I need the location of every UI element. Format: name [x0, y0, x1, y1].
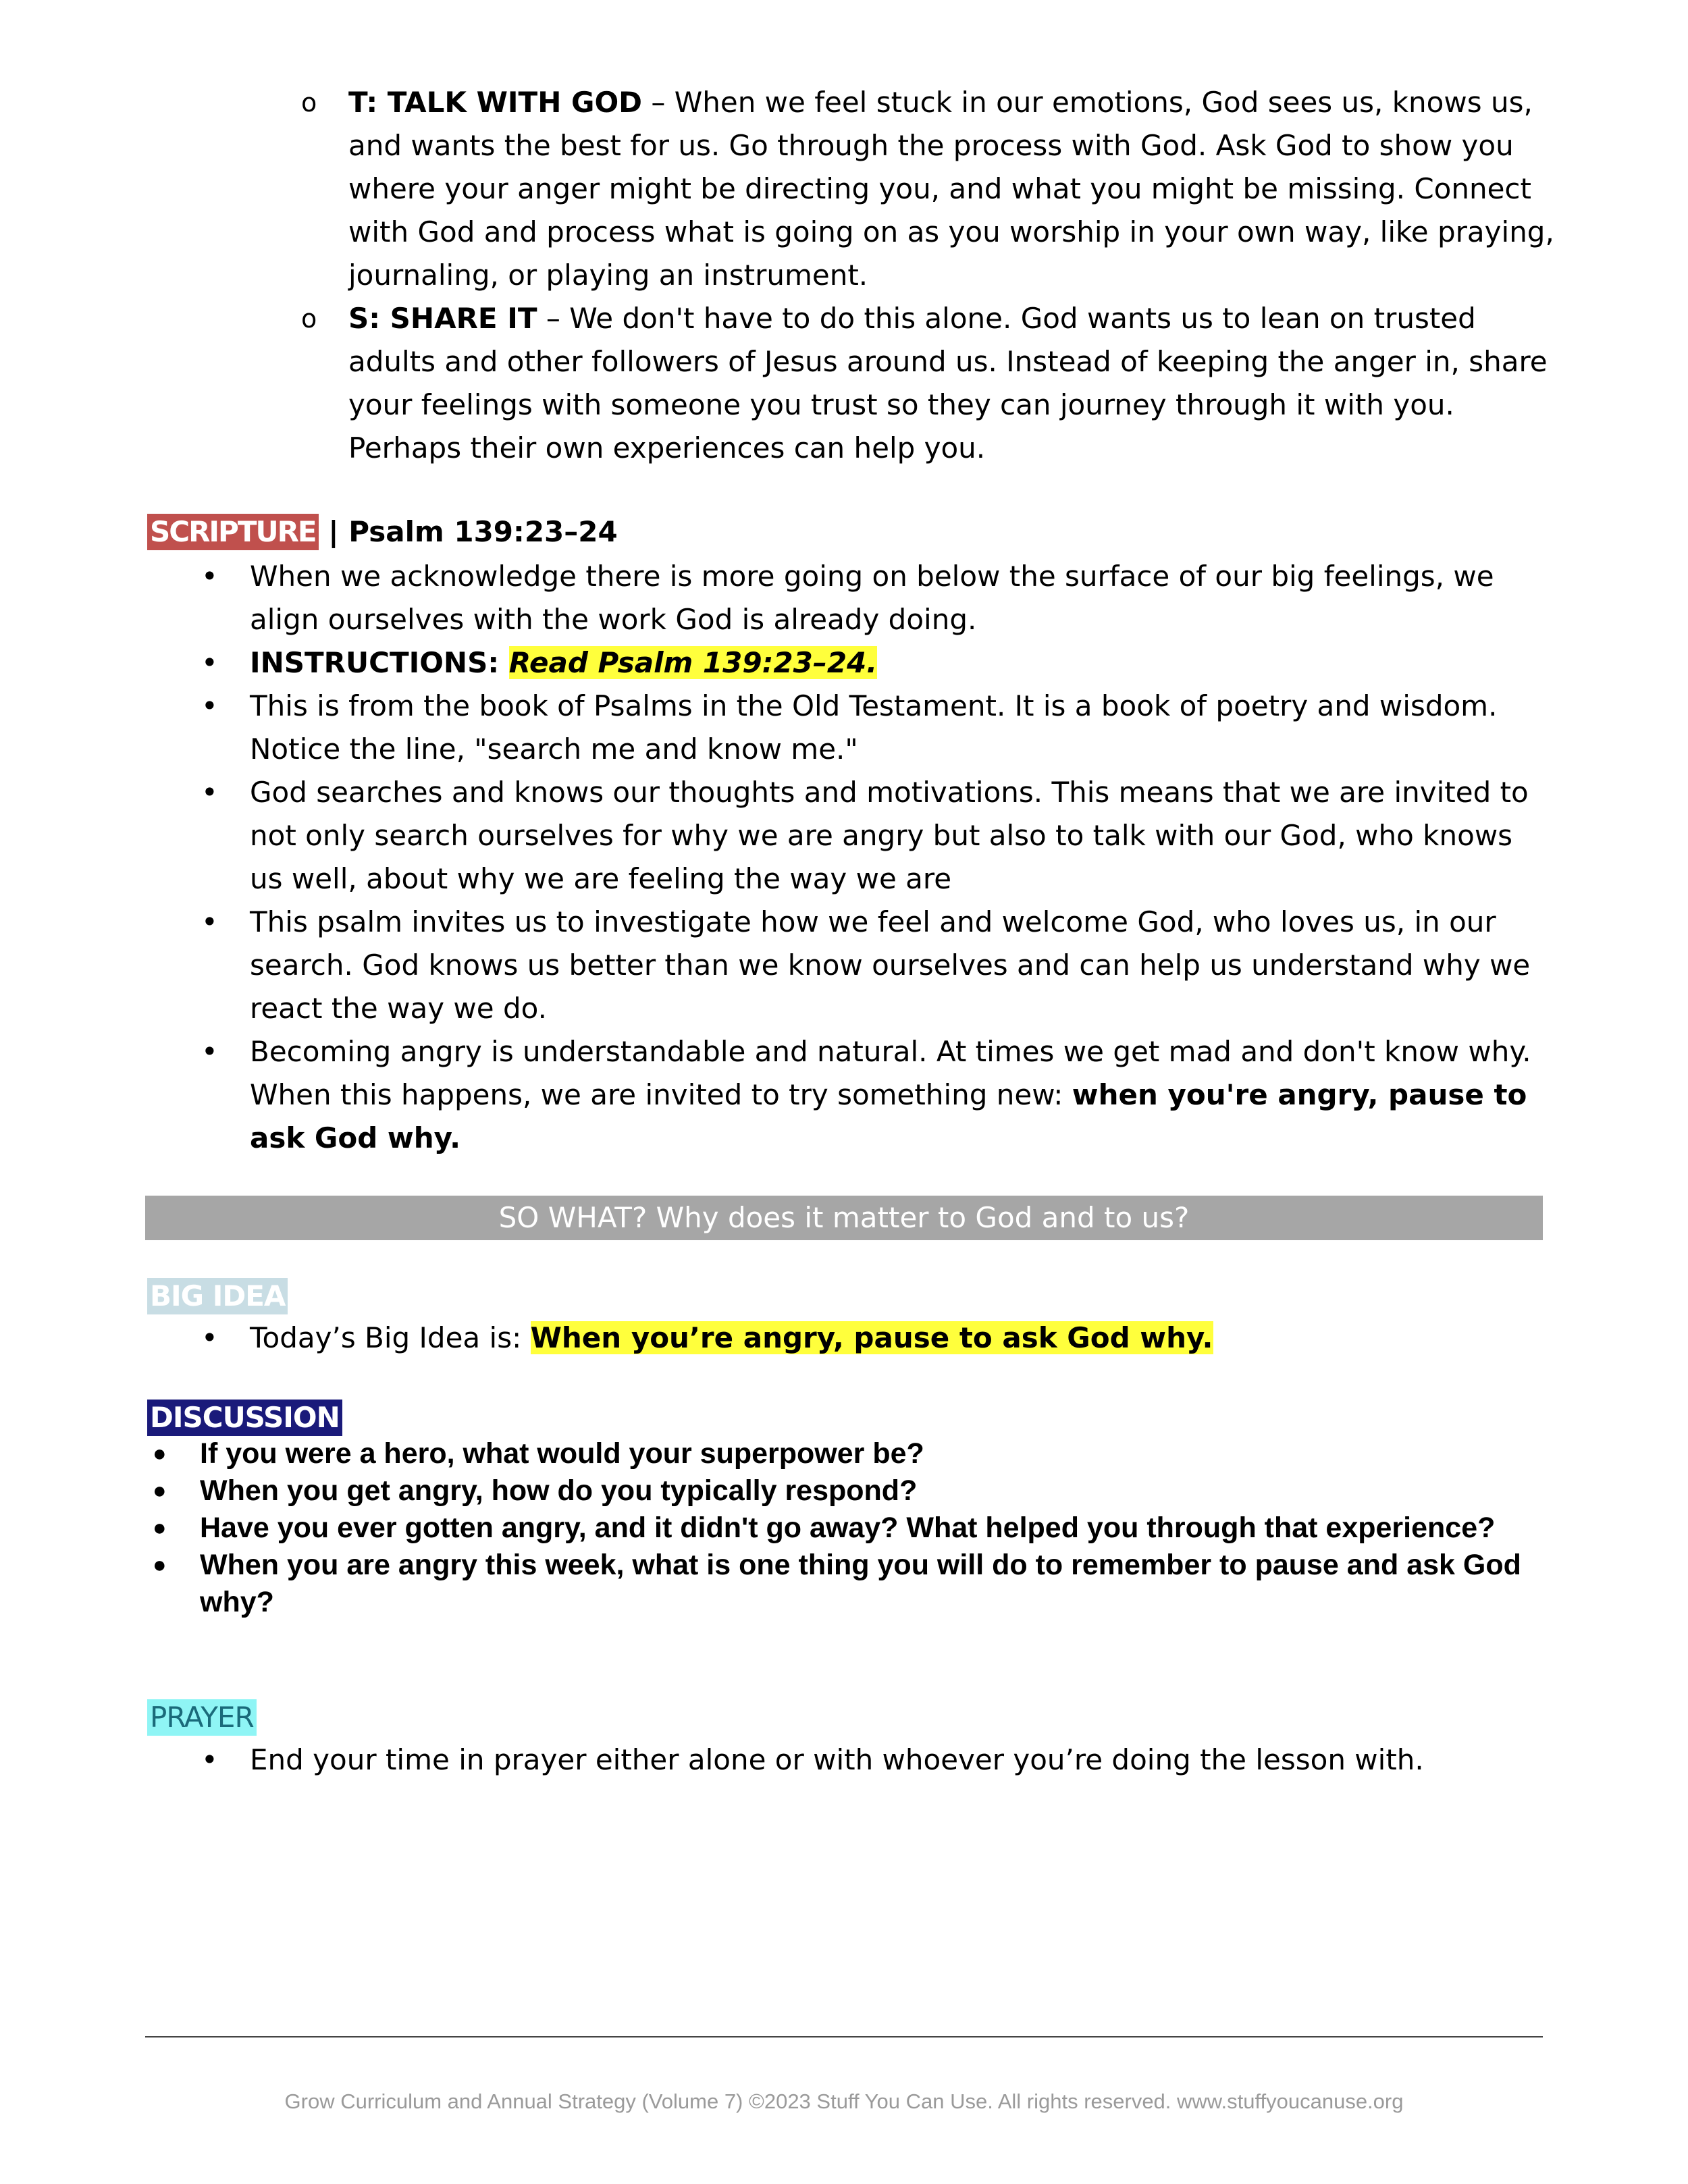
scripture-label: SCRIPTURE — [147, 514, 319, 550]
discussion-list — [147, 1435, 1565, 1621]
big-idea-label: BIG IDEA — [147, 1278, 288, 1314]
sub-item-text: – When we feel stuck in our emotions, God sees us, knows us, and wants the best for us. Go through the process with God. Ask God to show you where your anger might be directing you, and what you might be missing. Connect with God and process what is going on as you worship in your own way, like praying, journaling, or playing an instrument. — [348, 86, 1554, 292]
list-item — [196, 901, 1553, 1030]
bullet-icon: • — [201, 776, 218, 809]
instructions-highlight: Read Psalm 139:23–24. — [508, 646, 878, 679]
bullet-icon: • — [201, 560, 218, 593]
scripture-reference: | Psalm 139:23–24 — [318, 515, 618, 548]
list-item — [196, 1030, 1553, 1160]
big-idea-highlight: When you’re angry, pause to ask God why. — [530, 1321, 1213, 1354]
sub-item-talk-with-god — [293, 81, 1556, 297]
bullet-icon: • — [201, 905, 218, 938]
bullet-icon: ● — [153, 1441, 167, 1466]
list-item-text: Becoming angry is understandable and natural. At times we get mad and don't know why. When this happens, we are invited to try something new: — [250, 1035, 1531, 1111]
list-item-bold-text: when you're angry, pause to ask God why. — [250, 1078, 1527, 1154]
bullet-icon: • — [201, 646, 218, 679]
list-item-text: End your time in prayer either alone or with whoever you’re doing the lesson with. — [250, 1743, 1424, 1776]
bullet-icon: • — [201, 1035, 218, 1068]
list-item-text: This is from the book of Psalms in the Old Testament. It is a book of poetry and wisdom. Notice the line, "search me and know me." — [250, 689, 1498, 766]
list-item — [196, 555, 1553, 641]
circle-bullet-icon: o — [301, 88, 317, 117]
bullet-icon: • — [201, 689, 218, 722]
list-item — [196, 771, 1553, 901]
bullet-icon: • — [201, 1743, 218, 1776]
discussion-label: DISCUSSION — [147, 1400, 342, 1436]
discussion-question — [147, 1472, 1565, 1510]
prayer-heading — [147, 1696, 257, 1739]
scripture-bullet-list — [196, 555, 1553, 1160]
big-idea-heading — [147, 1275, 288, 1318]
circle-bullet-icon: o — [301, 304, 317, 334]
list-item — [196, 1316, 1553, 1360]
list-item — [196, 641, 1553, 685]
bullet-icon: ● — [153, 1552, 167, 1578]
list-item-text: God searches and knows our thoughts and motivations. This means that we are invited to not only search ourselves for why we are angry but also to talk with our God, who knows us well, about why we are feeling the way we are — [250, 776, 1529, 895]
discussion-question-text: When you get angry, how do you typically respond? — [200, 1474, 918, 1507]
discussion-question — [147, 1510, 1565, 1547]
footer-copyright: Grow Curriculum and Annual Strategy (Volume 7) ©2023 Stuff You Can Use. All rights reserved. www.stuffyoucanuse.org — [284, 2089, 1404, 2113]
discussion-heading — [147, 1396, 342, 1439]
sub-step-list — [293, 81, 1556, 470]
sub-item-share-it — [293, 297, 1556, 470]
discussion-question-text: When you are angry this week, what is one thing you will do to remember to pause and ask God why? — [200, 1549, 1521, 1618]
list-item — [196, 685, 1553, 771]
sub-item-text: – We don't have to do this alone. God wants us to lean on trusted adults and other followers of Jesus around us. Instead of keeping the anger in, share your feelings with someone you trust so they can journey through it with you. Perhaps their own experiences can help you. — [348, 302, 1548, 464]
bullet-icon: ● — [153, 1515, 167, 1541]
list-item-text: When we acknowledge there is more going on below the surface of our big feelings, we align ourselves with the work God is already doing. — [250, 560, 1494, 636]
big-idea-list — [196, 1316, 1553, 1360]
discussion-question — [147, 1435, 1565, 1472]
prayer-label: PRAYER — [147, 1699, 257, 1736]
scripture-heading — [147, 510, 618, 554]
big-idea-lead: Today’s Big Idea is: — [250, 1321, 531, 1354]
bullet-icon: ● — [153, 1478, 167, 1503]
prayer-list — [196, 1738, 1553, 1782]
sub-item-label: T: TALK WITH GOD — [348, 86, 643, 119]
discussion-question-text: If you were a hero, what would your superpower be? — [200, 1437, 924, 1470]
list-item — [196, 1738, 1553, 1782]
so-what-banner: SO WHAT? Why does it matter to God and to us? — [145, 1196, 1543, 1240]
list-item-text: This psalm invites us to investigate how we feel and welcome God, who loves us, in our search. God knows us better than we know ourselves and can help us understand why we react the way we do. — [250, 905, 1531, 1025]
footer-divider — [145, 2036, 1543, 2037]
instructions-label: INSTRUCTIONS: — [250, 646, 509, 679]
discussion-question — [147, 1547, 1565, 1621]
discussion-question-text: Have you ever gotten angry, and it didn't go away? What helped you through that experience? — [200, 1512, 1496, 1544]
bullet-icon: • — [201, 1321, 218, 1354]
sub-item-label: S: SHARE IT — [348, 302, 537, 335]
